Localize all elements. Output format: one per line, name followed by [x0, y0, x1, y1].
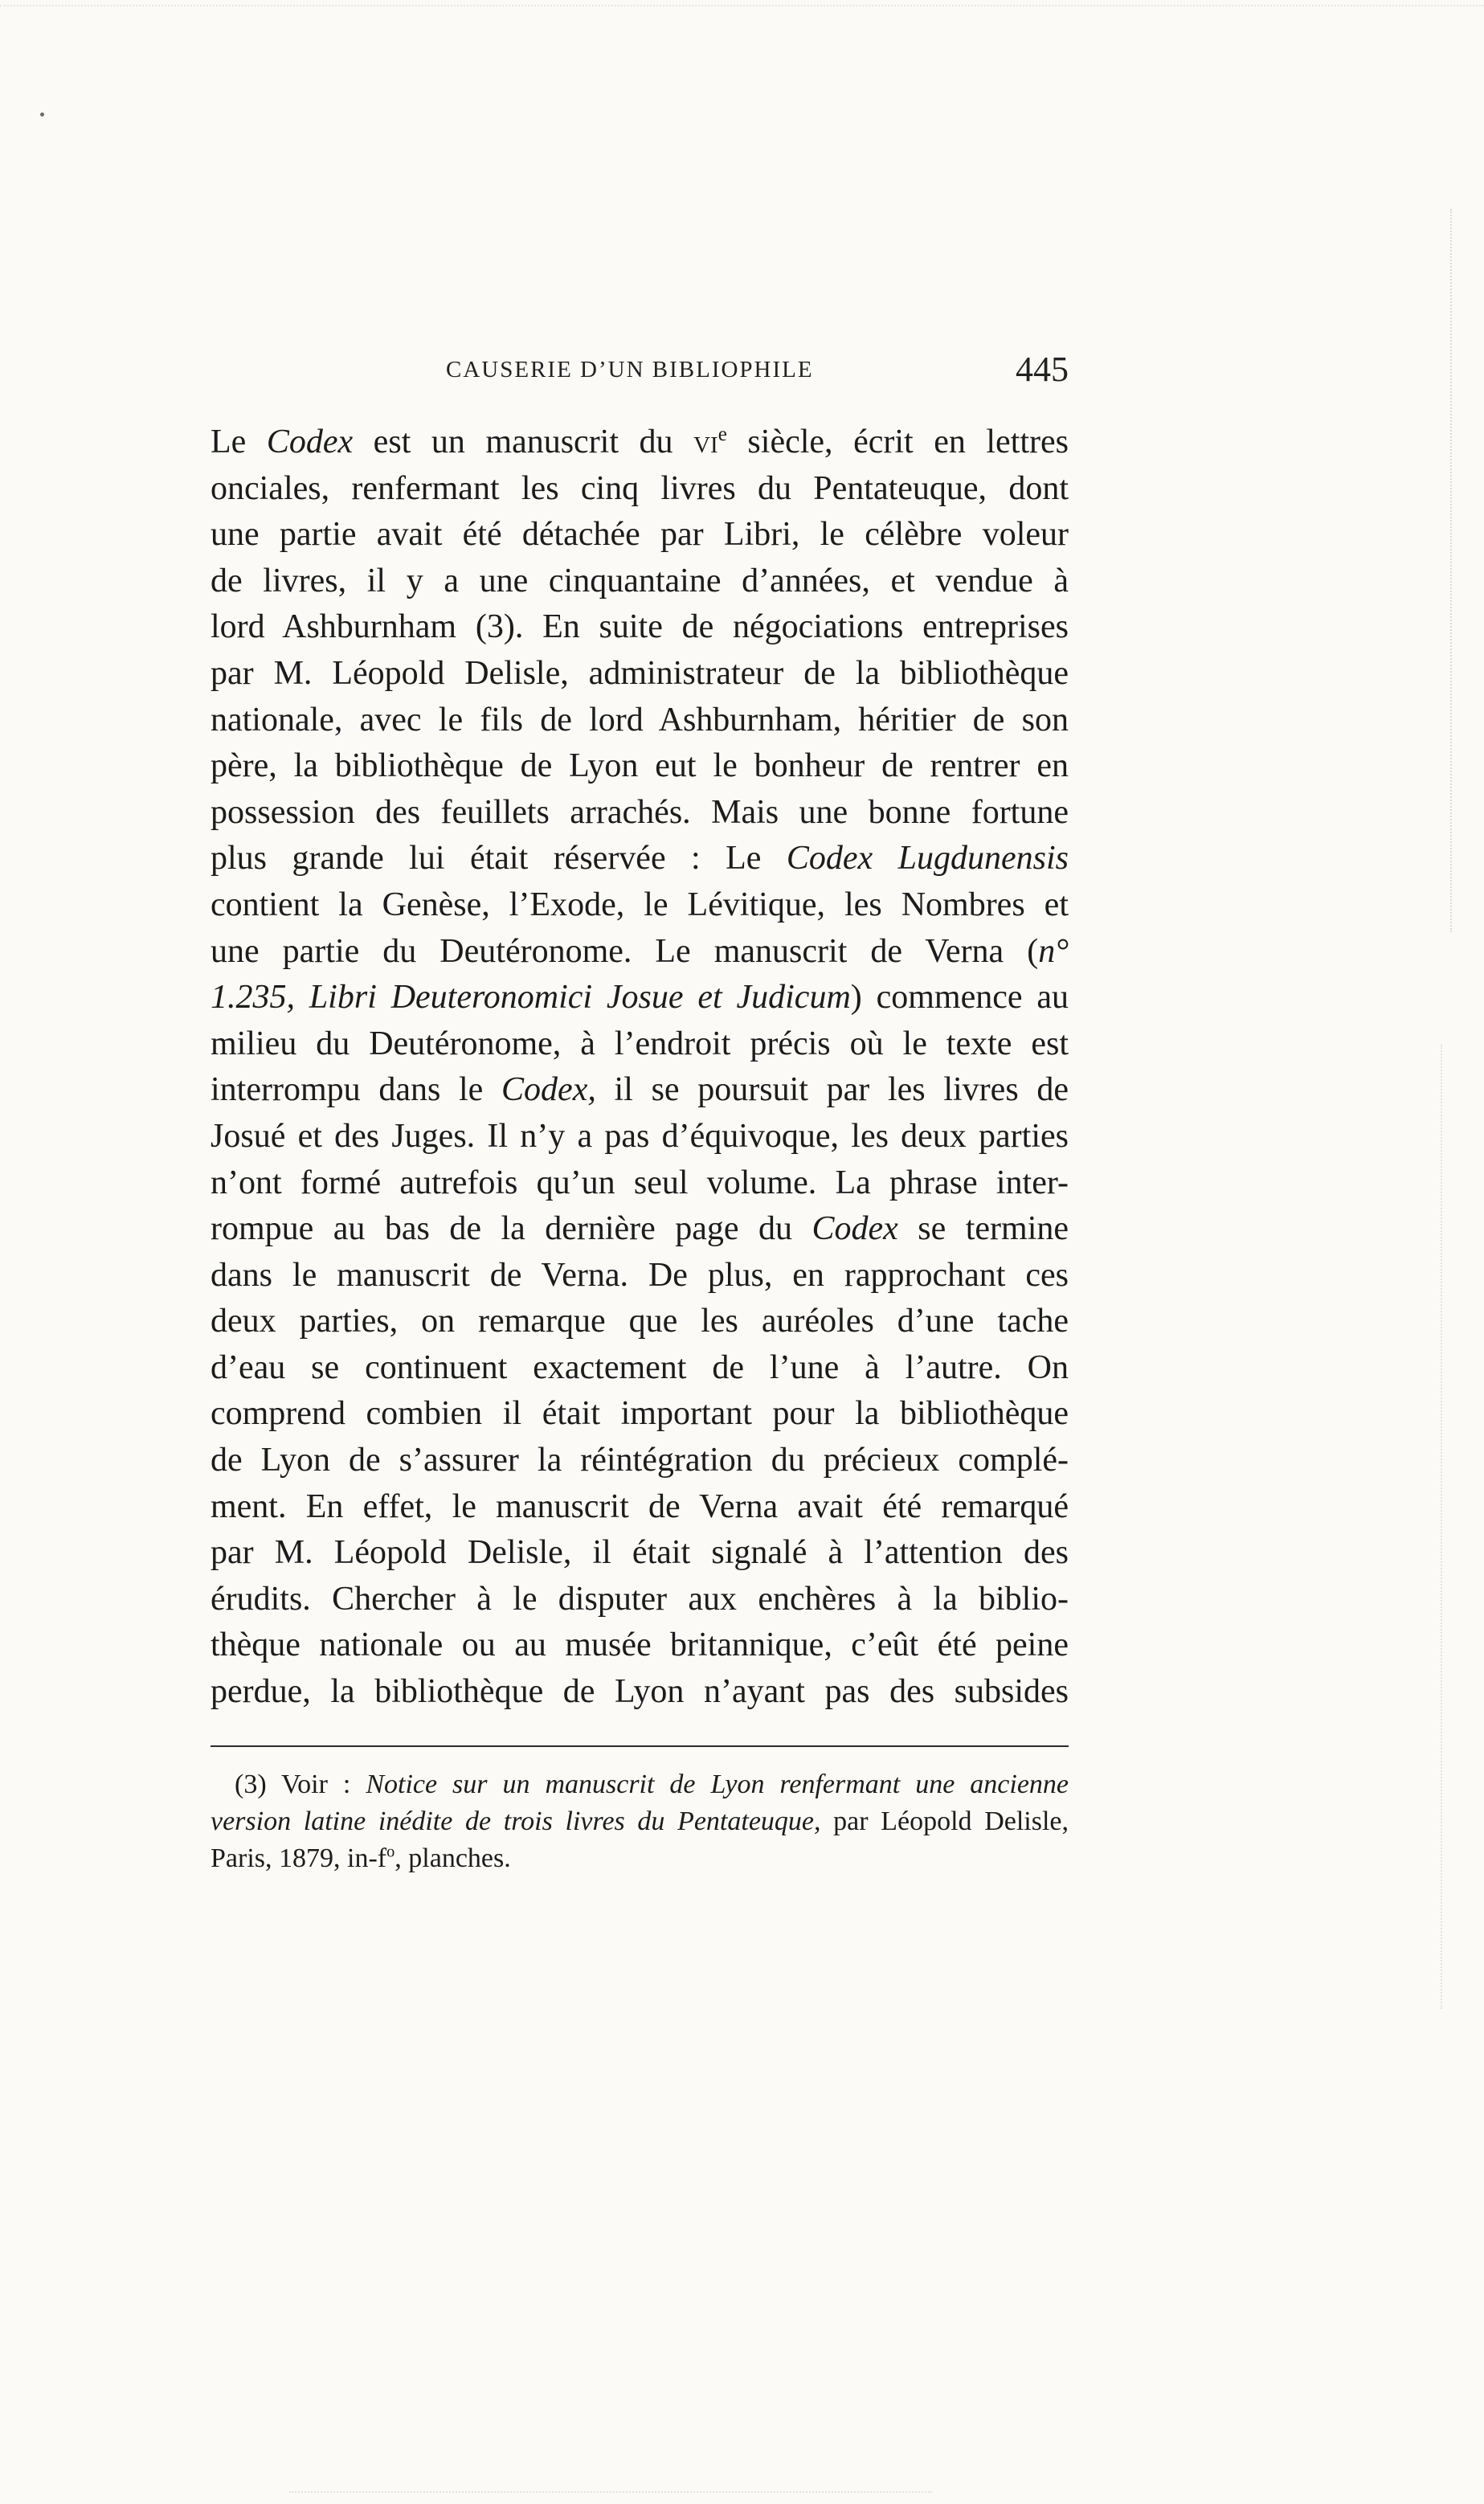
text-line: père, la bibliothèque de Lyon eut le bonheur de rentrer en	[211, 747, 1069, 785]
text-line: par M. Léopold Delisle, administrateur de la bibliothèque	[211, 654, 1069, 692]
small-caps-run: vi	[693, 423, 718, 460]
text-run: est un manuscrit du	[353, 423, 694, 460]
italic-run: n°	[1038, 932, 1069, 970]
text-line	[211, 929, 1069, 976]
text-run: par Léopold Delisle,	[820, 1806, 1069, 1836]
text-line: érudits. Chercher à le disputer aux enchères à la biblio-	[211, 1580, 1069, 1618]
text-line: contient la Genèse, l’Exode, le Lévitique, les Nombres et	[211, 886, 1069, 923]
superscript: o	[386, 1843, 395, 1861]
italic-run: Notice sur un manuscrit de Lyon renfermant une ancienne	[366, 1770, 1069, 1799]
text-line: n’ont formé autrefois qu’un seul volume. La phrase inter-	[211, 1164, 1069, 1201]
italic-run: Codex Lugdunensis	[786, 840, 1069, 878]
text-line: deux parties, on remarque que les auréoles d’une tache	[211, 1303, 1069, 1340]
text-line: de Lyon de s’assurer la réintégration du précieux complé-	[211, 1442, 1069, 1479]
scan-edge-right	[1448, 209, 1452, 932]
text-line: une partie avait été détachée par Libri, le célèbre voleur	[211, 516, 1069, 554]
text-run: siècle, écrit en lettres	[726, 423, 1069, 460]
italic-run: Codex	[811, 1210, 898, 1248]
text-run: (3) Voir :	[235, 1770, 366, 1799]
text-run: Paris, 1879, in-f	[211, 1843, 387, 1873]
footnote-line	[211, 1803, 1069, 1840]
text-line: d’eau se continuent exactement de l’une à l’autre. On	[211, 1348, 1069, 1386]
text-line: de livres, il y a une cinquantaine d’années, et vendue à	[211, 562, 1069, 599]
scan-edge-bottom	[289, 2491, 932, 2495]
text-run: rompue au bas de la dernière page du	[211, 1210, 812, 1248]
text-run: , planches.	[395, 1843, 511, 1873]
text-run: se termine	[897, 1210, 1069, 1248]
text-line: comprend combien il était important pour la bibliothèque	[211, 1395, 1069, 1433]
running-head: CAUSERIE D’UN BIBLIOPHILE	[446, 357, 814, 383]
scan-edge-top	[0, 5, 1484, 9]
italic-run: 1.235, Libri Deuteronomici Josue et Judicum	[211, 979, 851, 1017]
text-run: Le	[211, 423, 267, 460]
text-run: interrompu dans le	[211, 1071, 502, 1109]
text-line	[211, 1206, 1069, 1253]
text-run: ) commence au	[850, 979, 1069, 1017]
italic-run: version latine inédite de trois livres du Pentateuque,	[211, 1806, 821, 1836]
italic-run: Codex	[266, 423, 354, 460]
footnote-rule	[211, 1745, 1069, 1747]
footnote	[211, 1766, 1069, 1877]
body-text	[211, 419, 1069, 1716]
text-line	[211, 836, 1069, 882]
text-run: une partie du Deutéronome. Le manuscrit de Verna (	[211, 932, 1039, 970]
text-line: lord Ashburnham (3). En suite de négociations entreprises	[211, 608, 1069, 646]
text-line: possession des feuillets arrachés. Mais une bonne fortune	[211, 793, 1069, 831]
text-line: nationale, avec le fils de lord Ashburnham, héritier de son	[211, 701, 1069, 739]
text-line	[211, 975, 1069, 1021]
text-run: plus grande lui était réservée : Le	[211, 840, 787, 878]
ink-speck	[40, 113, 44, 117]
text-line: dans le manuscrit de Verna. De plus, en rapprochant ces	[211, 1256, 1069, 1294]
scan-edge-right-lower	[1438, 1045, 1442, 2009]
text-line	[211, 419, 1069, 466]
footnote-line	[211, 1766, 1069, 1803]
page-number: 445	[1016, 350, 1069, 389]
superscript: e	[717, 423, 727, 445]
text-line: thèque nationale ou au musée britannique, c’eût été peine	[211, 1626, 1069, 1664]
text-line: onciales, renfermant les cinq livres du Pentateuque, dont	[211, 469, 1069, 507]
text-line: ment. En effet, le manuscrit de Verna avait été remarqué	[211, 1487, 1069, 1525]
text-line: Josué et des Juges. Il n’y a pas d’équivoque, les deux parties	[211, 1117, 1069, 1155]
text-line: perdue, la bibliothèque de Lyon n’ayant pas des subsides	[211, 1673, 1069, 1711]
text-line	[211, 1067, 1069, 1114]
text-line: milieu du Deutéronome, à l’endroit précis où le texte est	[211, 1025, 1069, 1062]
page-header	[211, 349, 1069, 397]
text-run: il se poursuit par les livres de	[595, 1071, 1069, 1109]
footnote-line	[211, 1840, 1069, 1877]
text-line: par M. Léopold Delisle, il était signalé à l’attention des	[211, 1534, 1069, 1572]
italic-run: Codex,	[501, 1071, 596, 1109]
